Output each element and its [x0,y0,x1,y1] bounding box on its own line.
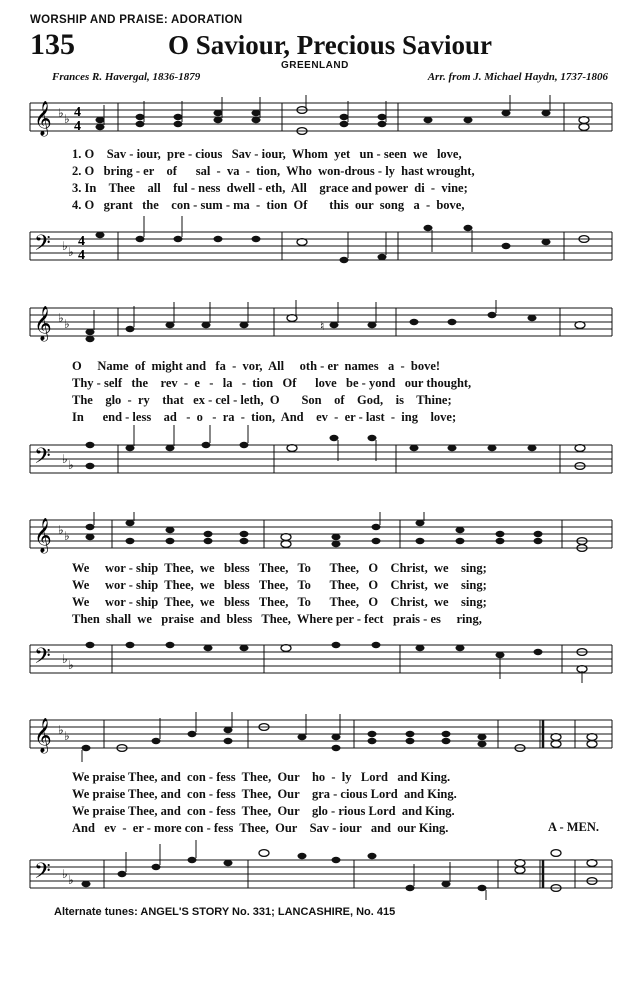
svg-text:♭: ♭ [62,452,68,466]
hymn-number: 135 [30,28,75,61]
verse-line: We wor - ship Thee, we bless Thee, To Thee, O Christ, we sing; [72,578,487,592]
svg-text:4: 4 [78,234,85,249]
treble-staff-system-2 [0,300,640,350]
treble-clef-icon: 𝄞 [34,306,52,341]
bass-clef-icon: 𝄢 [34,444,51,474]
treble-staff-system-3 [0,512,640,562]
treble-clef-icon: 𝄞 [34,718,52,753]
alternate-tunes-note: Alternate tunes: ANGEL'S STORY No. 331; LANCASHIRE, No. 415 [54,906,396,918]
amen-label: A - MEN. [548,820,600,834]
treble-staff-system-1 [0,95,640,145]
verse-line: We praise Thee, and con - fess Thee, Our ho - ly Lord and King. [72,770,451,784]
svg-text:♮: ♮ [320,319,325,333]
section-heading: WORSHIP AND PRAISE: ADORATION [30,14,243,26]
verse-line: In end - less ad - o - ra - tion, And ev - er - last - ing love; [72,410,457,424]
author-credit: Frances R. Havergal, 1836-1879 [52,71,201,83]
svg-text:♭: ♭ [68,458,74,472]
treble-clef-icon: 𝄞 [34,518,52,553]
bass-staff-system-4 [0,840,640,900]
svg-text:♭: ♭ [64,729,70,743]
svg-text:♭: ♭ [64,112,70,126]
svg-text:♭: ♭ [58,723,64,737]
verse-line: We wor - ship Thee, we bless Thee, To Thee, O Christ, we sing; [72,561,487,575]
hymn-title: O Saviour, Precious Saviour [168,30,493,60]
bass-staff-system-1 [0,212,640,272]
verse-line: We praise Thee, and con - fess Thee, Our glo - rious Lord and King. [72,804,455,818]
svg-text:♭: ♭ [64,317,70,331]
svg-text:♭: ♭ [62,239,68,253]
verse-line: We praise Thee, and con - fess Thee, Our gra - cious Lord and King. [72,787,457,801]
verse-line: And ev - er - more con - fess Thee, Our Sav - iour and our King. [72,821,449,835]
bass-staff-system-2 [0,425,640,485]
svg-text:♭: ♭ [58,311,64,325]
svg-text:♭: ♭ [64,529,70,543]
svg-text:4: 4 [74,119,81,134]
verse-line: The glo - ry that ex - cel - leth, O Son of God, is Thine; [72,393,452,407]
verse-line: Then shall we praise and bless Thee, Where per - fect prais - es ring, [72,612,482,626]
bass-clef-icon: 𝄢 [34,859,51,889]
verse-line: O Name of might and fa - vor, All oth - er names a - bove! [72,359,441,373]
svg-text:4: 4 [74,105,81,120]
bass-clef-icon: 𝄢 [34,231,51,261]
treble-staff-system-4 [0,712,640,762]
svg-text:♭: ♭ [62,867,68,881]
verse-line: 1. O Sav - iour, pre - cious Sav - iour, Whom yet un - seen we love, [72,147,462,161]
svg-text:♭: ♭ [68,658,74,672]
verse-line: We wor - ship Thee, we bless Thee, To Thee, O Christ, we sing; [72,595,487,609]
tune-name: GREENLAND [281,60,349,71]
verse-line: Thy - self the rev - e - la - tion Of love be - yond our thought, [72,376,472,390]
bass-clef-icon: 𝄢 [34,644,51,674]
svg-text:♭: ♭ [68,245,74,259]
svg-text:4: 4 [78,248,85,263]
verse-line: 4. O grant the con - sum - ma - tion Of this our song a - bove, [72,198,465,212]
verse-line: 2. O bring - er of sal - va - tion, Who won-drous - ly hast wrought, [72,164,475,178]
svg-text:♭: ♭ [68,873,74,887]
svg-text:♭: ♭ [58,106,64,120]
composer-credit: Arr. from J. Michael Haydn, 1737-1806 [427,71,608,83]
svg-text:♭: ♭ [62,652,68,666]
svg-text:♭: ♭ [58,523,64,537]
bass-staff-system-3 [0,625,640,685]
treble-clef-icon: 𝄞 [34,101,52,136]
verse-line: 3. In Thee all ful - ness dwell - eth, All grace and power di - vine; [72,181,468,195]
